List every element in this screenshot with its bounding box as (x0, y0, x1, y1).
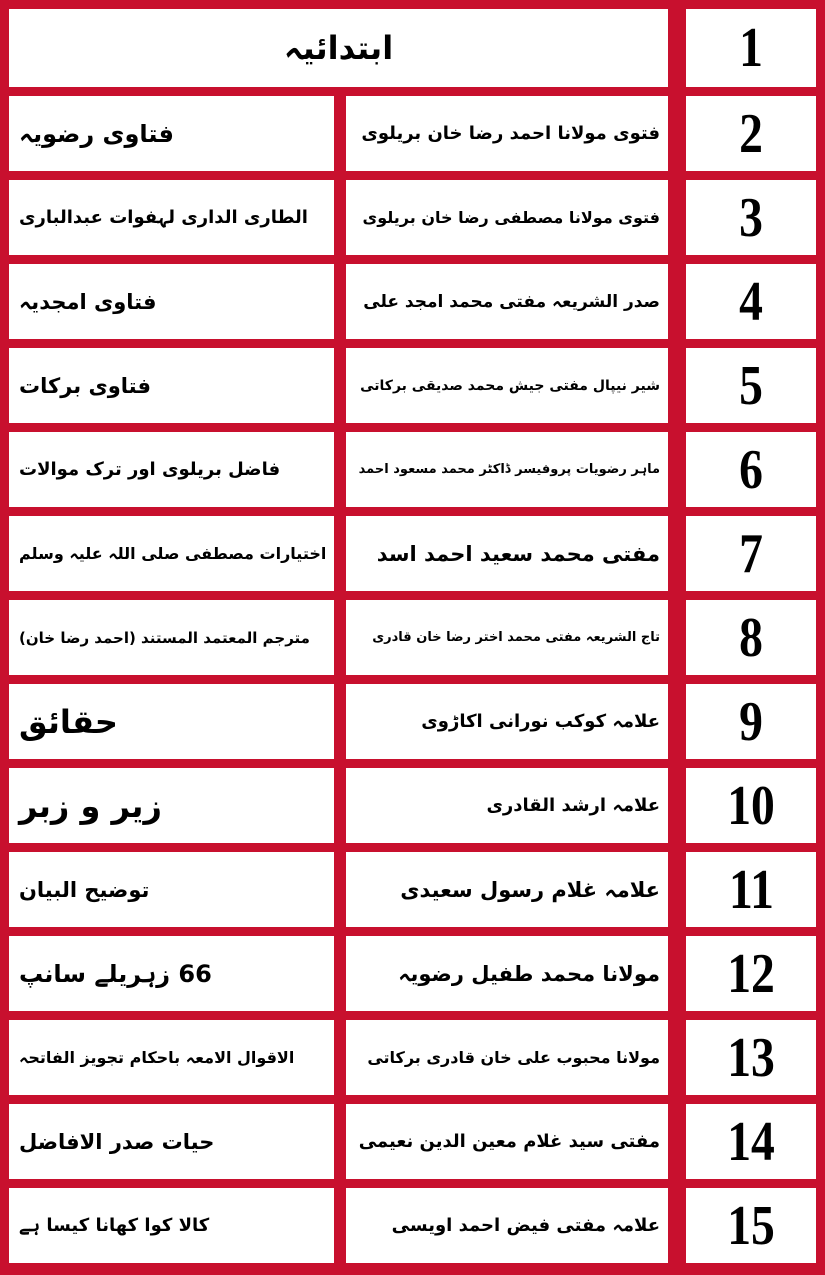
author-name: مفتی محمد سعید احمد اسد (376, 541, 660, 566)
author-name: علامہ غلام رسول سعیدی (400, 877, 660, 902)
number-cell (686, 852, 816, 927)
book-cell (9, 600, 334, 675)
author-name: علامہ ارشد القادری (486, 795, 660, 816)
author-name: ماہر رضویات پروفیسر ڈاکٹر محمد مسعود احمد (358, 462, 660, 477)
author-cell (346, 1020, 668, 1095)
book-title: توضیح البیان (19, 877, 150, 902)
author-name: شیر نیپال مفتی جیش محمد صدیقی برکاتی (360, 377, 660, 394)
number-cell (686, 1188, 816, 1263)
author-cell (346, 936, 668, 1011)
book-title: حقائق (19, 702, 118, 741)
book-title: فتاوی امجدیہ (19, 289, 157, 314)
number-cell (686, 1020, 816, 1095)
book-cell (9, 1188, 334, 1263)
book-cell (9, 348, 334, 423)
author-name: مولانا محمد طفیل رضویہ (398, 961, 660, 986)
author-cell (346, 264, 668, 339)
number-cell (686, 516, 816, 591)
author-name: تاج الشریعہ مفتی محمد اختر رضا خان قادری (372, 630, 660, 645)
number-cell (686, 180, 816, 255)
table-row (0, 1020, 825, 1095)
row-number: 13 (727, 1026, 775, 1089)
author-cell (346, 432, 668, 507)
book-title: الاقوال الامعہ باحکام تجویز الفاتحہ (19, 1048, 295, 1067)
author-cell (346, 684, 668, 759)
author-name: فتوی مولانا احمد رضا خان بریلوی (361, 123, 660, 144)
number-cell (686, 1104, 816, 1179)
book-cell (9, 768, 334, 843)
row-number: 5 (739, 354, 763, 417)
row-number: 2 (739, 102, 763, 165)
table-row (0, 432, 825, 507)
book-title: فتاوی برکات (19, 373, 151, 398)
header-number-cell (686, 9, 816, 87)
number-cell (686, 264, 816, 339)
header-title: ابتدائیہ (283, 29, 394, 67)
book-title: 66 زہریلے سانپ (19, 959, 212, 988)
row-number: 1 (739, 17, 763, 79)
table-row (0, 1104, 825, 1179)
table-row (0, 516, 825, 591)
book-cell (9, 516, 334, 591)
author-cell (346, 180, 668, 255)
book-cell (9, 852, 334, 927)
book-cell (9, 1020, 334, 1095)
table-row (0, 96, 825, 171)
book-cell (9, 264, 334, 339)
author-cell (346, 1188, 668, 1263)
book-title: اختیارات مصطفی صلی اللہ علیہ وسلم (19, 544, 327, 563)
header-title-cell (9, 9, 668, 87)
author-name: صدر الشریعہ مفتی محمد امجد علی (363, 292, 660, 312)
table-row (0, 1188, 825, 1263)
book-title: فاضل بریلوی اور ترک موالات (19, 459, 281, 480)
book-cell (9, 684, 334, 759)
table-row (0, 264, 825, 339)
number-cell (686, 600, 816, 675)
number-cell (686, 96, 816, 171)
book-cell (9, 936, 334, 1011)
table-row (0, 768, 825, 843)
row-number: 8 (739, 606, 763, 669)
number-cell (686, 348, 816, 423)
author-cell (346, 516, 668, 591)
row-number: 14 (727, 1110, 775, 1173)
table-row (0, 852, 825, 927)
book-cell (9, 1104, 334, 1179)
book-cell (9, 180, 334, 255)
book-title: الطاری الداری لہفوات عبدالباری (19, 207, 308, 228)
author-name: مولانا محبوب علی خان قادری برکاتی (367, 1048, 660, 1067)
book-title: کالا کوا کھانا کیسا ہے (19, 1215, 210, 1236)
author-name: علامہ کوکب نورانی اکاڑوی (421, 711, 660, 732)
row-number: 15 (727, 1194, 775, 1257)
book-cell (9, 432, 334, 507)
author-cell (346, 600, 668, 675)
table-row (0, 936, 825, 1011)
row-number: 11 (728, 858, 774, 921)
row-number: 9 (739, 690, 763, 753)
book-title: فتاوی رضویہ (19, 119, 174, 148)
book-title: حیات صدر الافاضل (19, 1129, 215, 1154)
number-cell (686, 684, 816, 759)
row-number: 4 (739, 270, 763, 333)
book-title: مترجم المعتمد المستند (احمد رضا خان) (19, 628, 310, 647)
header-row (0, 9, 825, 87)
row-number: 12 (727, 942, 775, 1005)
author-name: فتوی مولانا مصطفی رضا خان بریلوی (362, 208, 660, 227)
number-cell (686, 768, 816, 843)
book-title: زیر و زبر (19, 786, 162, 825)
number-cell (686, 936, 816, 1011)
author-cell (346, 348, 668, 423)
book-cell (9, 96, 334, 171)
table-row (0, 348, 825, 423)
table-row (0, 600, 825, 675)
row-number: 3 (739, 186, 763, 249)
author-name: مفتی سید غلام معین الدین نعیمی (358, 1131, 660, 1152)
author-cell (346, 96, 668, 171)
author-cell (346, 768, 668, 843)
author-cell (346, 852, 668, 927)
row-number: 6 (739, 438, 763, 501)
row-number: 7 (739, 522, 763, 585)
table-row (0, 180, 825, 255)
table-row (0, 684, 825, 759)
number-cell (686, 432, 816, 507)
author-name: علامہ مفتی فیض احمد اویسی (391, 1215, 660, 1236)
row-number: 10 (727, 774, 775, 837)
author-cell (346, 1104, 668, 1179)
